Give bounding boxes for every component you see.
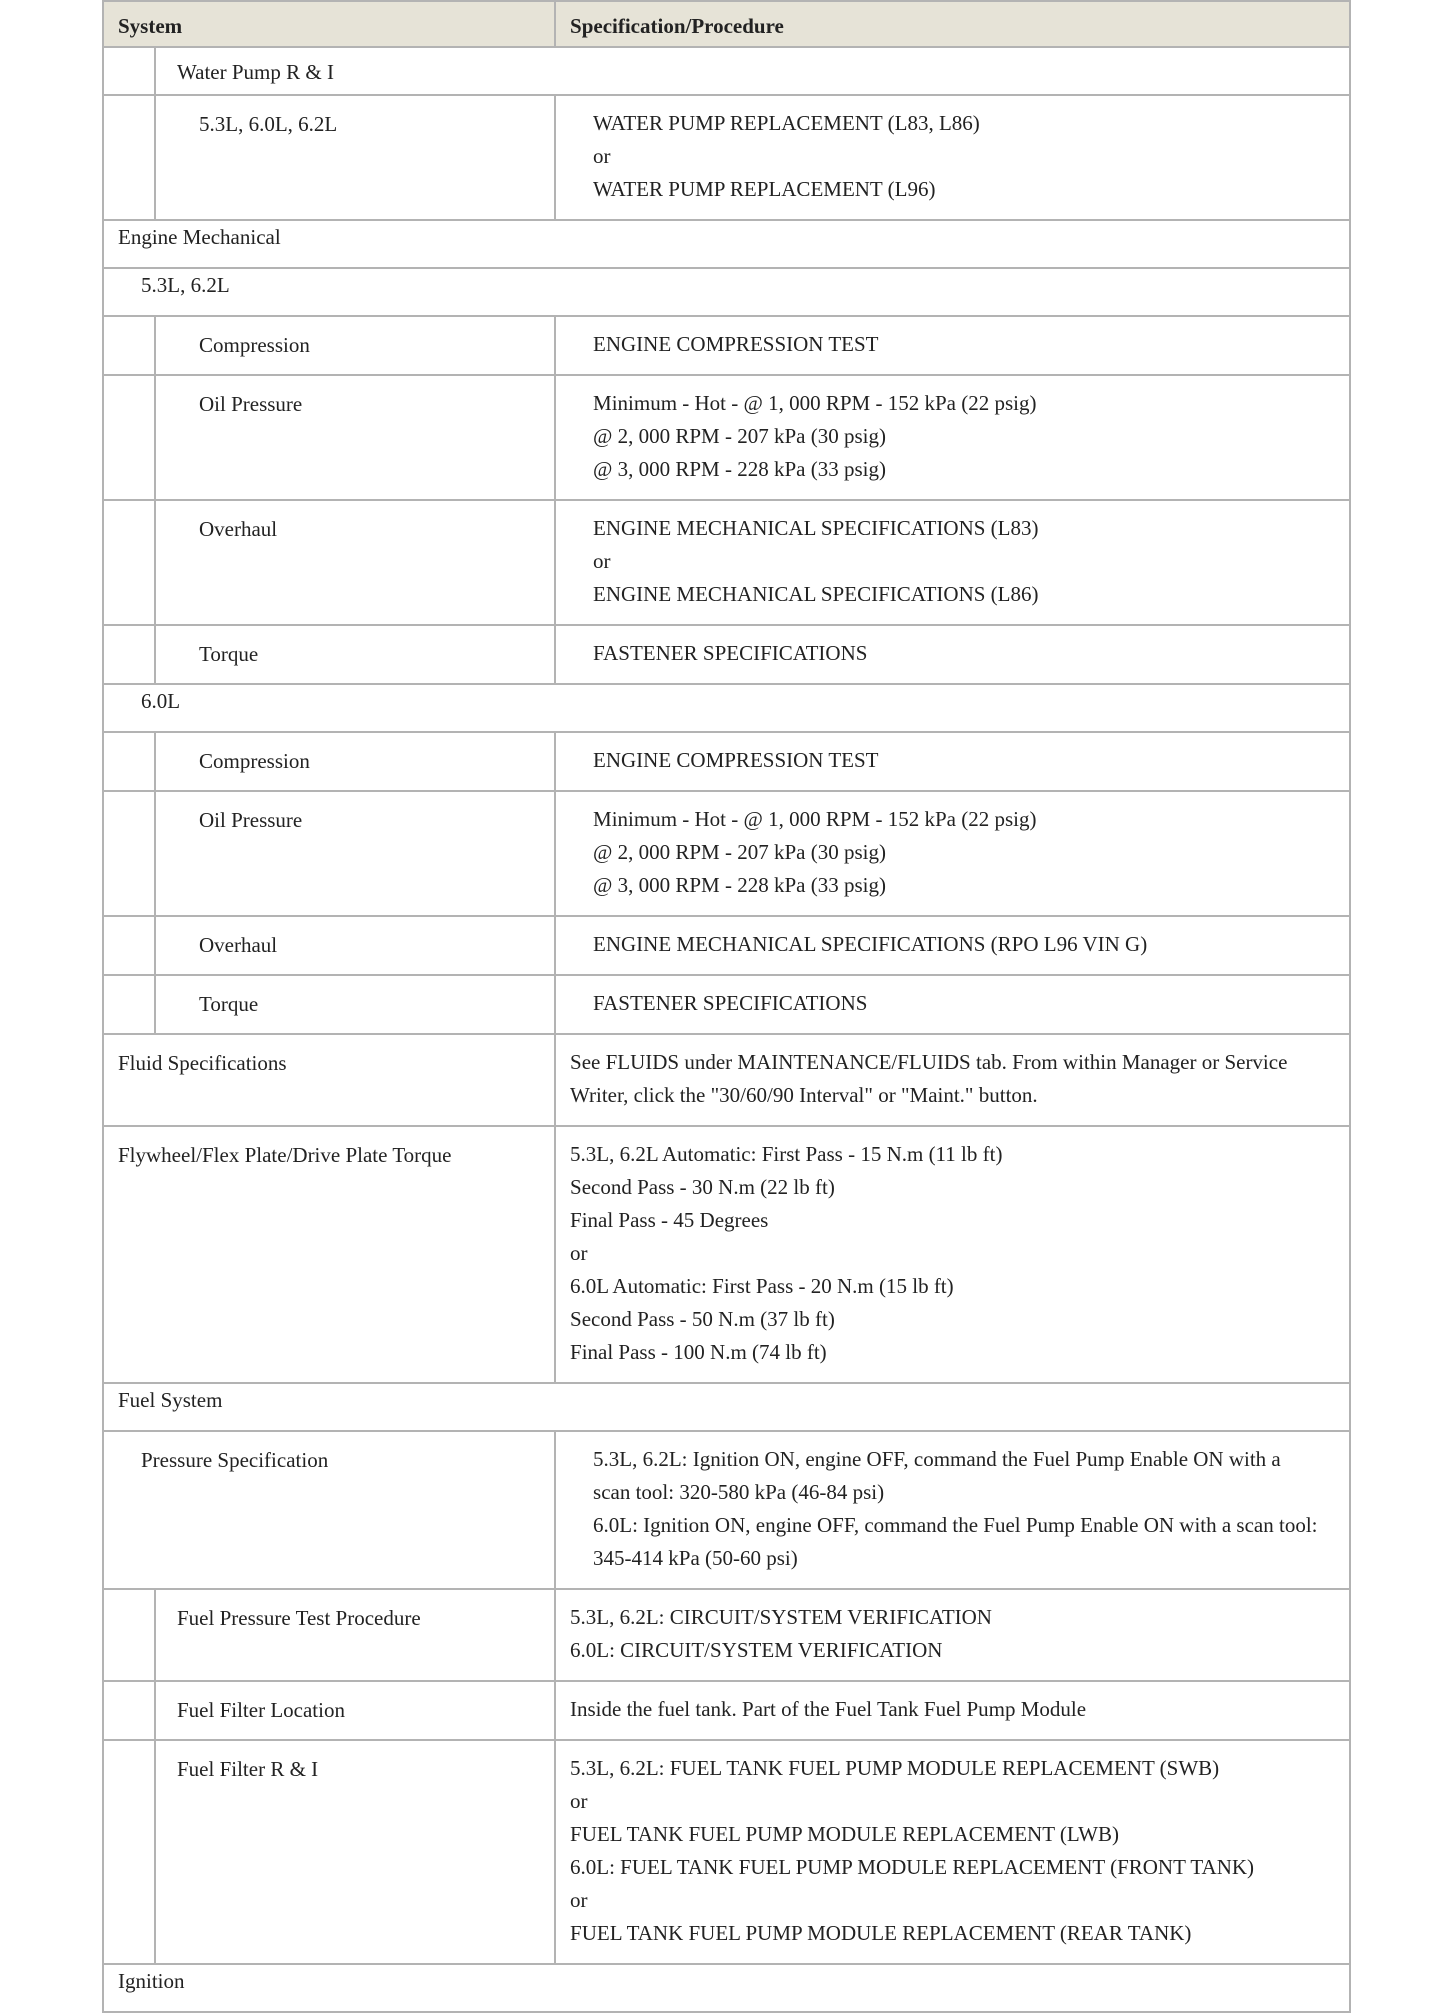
row-value [555,1126,1350,1383]
table-row [103,316,1350,375]
table-row [103,1383,1350,1431]
row-label: Pressure Specification [103,1431,555,1589]
row-label: Torque [155,625,555,684]
section-label: Fuel System [103,1383,1350,1431]
table-row [103,375,1350,500]
value-line: See FLUIDS under MAINTENANCE/FLUIDS tab. From within Manager or Service [570,1050,1288,1074]
value-line: or [570,1789,588,1813]
value-line: scan tool: 320-580 kPa (46-84 psi) [593,1480,885,1504]
row-value [555,500,1350,625]
value-line: Second Pass - 50 N.m (37 lb ft) [570,1307,835,1331]
indent-cell [103,95,155,220]
value-line: 5.3L, 6.2L Automatic: First Pass - 15 N.m (11 lb ft) [570,1142,1003,1166]
value-line: Writer, click the "30/60/90 Interval" or "Maint." button. [570,1083,1038,1107]
section-label: Ignition [103,1964,1350,2012]
row-label: Overhaul [155,916,555,975]
table-row [103,95,1350,220]
indent-cell [103,625,155,684]
indent-cell [103,916,155,975]
value-line: WATER PUMP REPLACEMENT (L96) [593,177,936,201]
row-value: ENGINE COMPRESSION TEST [555,732,1350,791]
row-value: ENGINE COMPRESSION TEST [555,316,1350,375]
table-row [103,732,1350,791]
indent-cell [103,500,155,625]
row-value [555,1589,1350,1681]
value-line: @ 3, 000 RPM - 228 kPa (33 psig) [593,873,886,897]
value-line: or [570,1241,588,1265]
header-system: System [103,1,555,47]
value-line: 6.0L: FUEL TANK FUEL PUMP MODULE REPLACEMENT (FRONT TANK) [570,1855,1255,1879]
indent-cell [103,47,155,95]
table-row [103,1964,1350,2012]
value-line: ENGINE MECHANICAL SPECIFICATIONS (L86) [593,582,1039,606]
row-label: Compression [155,316,555,375]
value-line: 6.0L: CIRCUIT/SYSTEM VERIFICATION [570,1638,943,1662]
header-spec: Specification/Procedure [555,1,1350,47]
table-row [103,1589,1350,1681]
table-row [103,1034,1350,1126]
row-label: Compression [155,732,555,791]
row-value: FASTENER SPECIFICATIONS [555,975,1350,1034]
table-row [103,684,1350,732]
row-label: Fuel Pressure Test Procedure [155,1589,555,1681]
value-line: @ 2, 000 RPM - 207 kPa (30 psig) [593,840,886,864]
table-row [103,268,1350,316]
table-header-row [103,1,1350,47]
table-row [103,975,1350,1034]
row-label: Oil Pressure [155,791,555,916]
indent-cell [103,375,155,500]
row-label: Oil Pressure [155,375,555,500]
value-line: Final Pass - 45 Degrees [570,1208,769,1232]
row-label: Torque [155,975,555,1034]
row-value [555,1431,1350,1589]
indent-cell [103,1589,155,1681]
value-line: or [593,549,611,573]
row-value [555,375,1350,500]
value-line: @ 2, 000 RPM - 207 kPa (30 psig) [593,424,886,448]
value-line: 5.3L, 6.2L: CIRCUIT/SYSTEM VERIFICATION [570,1605,992,1629]
row-value [555,95,1350,220]
indent-cell [103,791,155,916]
table-row [103,916,1350,975]
value-line: or [570,1888,588,1912]
row-value: Inside the fuel tank. Part of the Fuel Tank Fuel Pump Module [555,1681,1350,1740]
value-line: Minimum - Hot - @ 1, 000 RPM - 152 kPa (22 psig) [593,391,1037,415]
value-line: FUEL TANK FUEL PUMP MODULE REPLACEMENT (REAR TANK) [570,1921,1192,1945]
value-line: Minimum - Hot - @ 1, 000 RPM - 152 kPa (22 psig) [593,807,1037,831]
row-value: ENGINE MECHANICAL SPECIFICATIONS (RPO L96 VIN G) [555,916,1350,975]
table-row [103,1740,1350,1964]
subsection-label: Water Pump R & I [155,47,1350,95]
indent-cell [103,316,155,375]
indent-cell [103,1740,155,1964]
table-row [103,220,1350,268]
row-label: Flywheel/Flex Plate/Drive Plate Torque [103,1126,555,1383]
table-row [103,791,1350,916]
value-line: WATER PUMP REPLACEMENT (L83, L86) [593,111,980,135]
value-line: 6.0L Automatic: First Pass - 20 N.m (15 lb ft) [570,1274,954,1298]
table-row [103,1431,1350,1589]
value-line: 345-414 kPa (50-60 psi) [593,1546,798,1570]
indent-cell [103,1681,155,1740]
row-label: Fuel Filter Location [155,1681,555,1740]
table-row [103,500,1350,625]
value-line: 5.3L, 6.2L: Ignition ON, engine OFF, command the Fuel Pump Enable ON with a [593,1447,1281,1471]
subsection-label: 5.3L, 6.2L [103,268,1350,316]
row-value [555,1034,1350,1126]
row-label: Overhaul [155,500,555,625]
indent-cell [103,975,155,1034]
section-label: Engine Mechanical [103,220,1350,268]
row-label: Fuel Filter R & I [155,1740,555,1964]
value-line: 6.0L: Ignition ON, engine OFF, command the Fuel Pump Enable ON with a scan tool: [593,1513,1318,1537]
table-row [103,625,1350,684]
value-line: Final Pass - 100 N.m (74 lb ft) [570,1340,827,1364]
row-value [555,791,1350,916]
value-line: @ 3, 000 RPM - 228 kPa (33 psig) [593,457,886,481]
table-row [103,1126,1350,1383]
value-line: ENGINE MECHANICAL SPECIFICATIONS (L83) [593,516,1039,540]
subsection-label: 6.0L [103,684,1350,732]
table-row [103,47,1350,95]
row-label: Fluid Specifications [103,1034,555,1126]
value-line: or [593,144,611,168]
value-line: FUEL TANK FUEL PUMP MODULE REPLACEMENT (LWB) [570,1822,1119,1846]
row-value [555,1740,1350,1964]
spec-table [102,0,1351,2013]
indent-cell [103,732,155,791]
row-label: 5.3L, 6.0L, 6.2L [155,95,555,220]
row-value: FASTENER SPECIFICATIONS [555,625,1350,684]
table-row [103,1681,1350,1740]
value-line: Second Pass - 30 N.m (22 lb ft) [570,1175,835,1199]
value-line: 5.3L, 6.2L: FUEL TANK FUEL PUMP MODULE REPLACEMENT (SWB) [570,1756,1220,1780]
